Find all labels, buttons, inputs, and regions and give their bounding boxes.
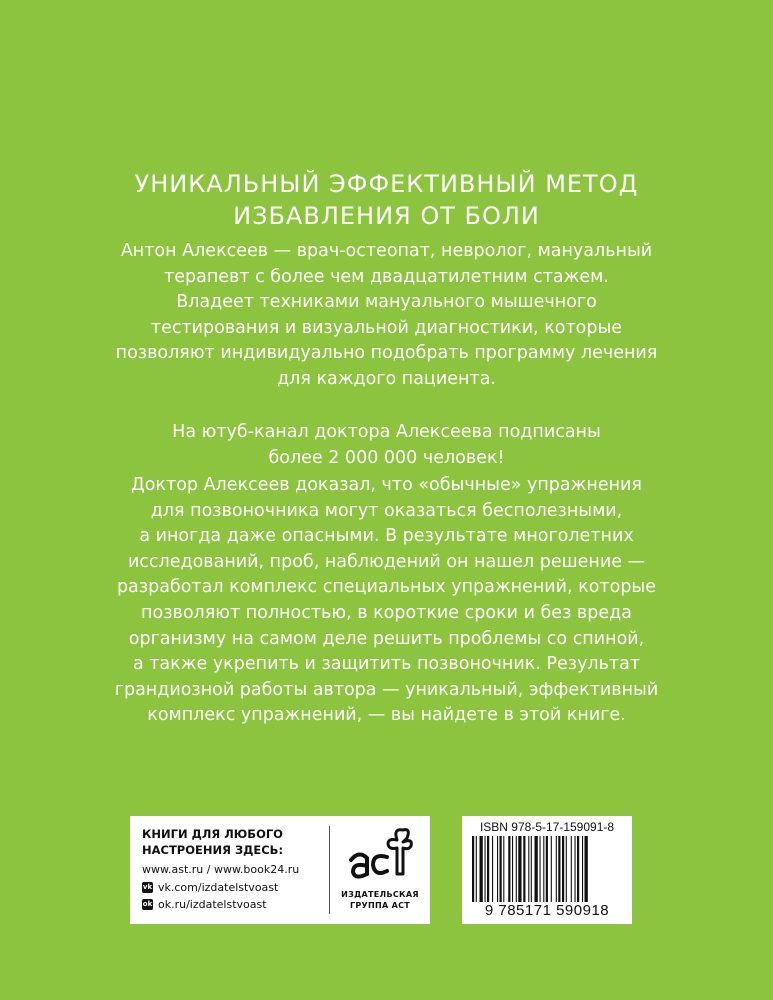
ast-logo-icon <box>347 826 413 888</box>
promo-box <box>130 816 430 924</box>
promo-title-line-1: КНИГИ ДЛЯ ЛЮБОГО <box>142 827 283 841</box>
text-line: позволяют полностью, в короткие сроки и без вреда <box>141 602 632 623</box>
text-line: для позвоночника могут оказаться бесполезными, <box>150 500 623 521</box>
text-line: комплекс упражнений, — вы найдете в этой книге. <box>147 705 626 726</box>
promo-title-line-2: НАСТРОЕНИЯ ЗДЕСЬ: <box>142 843 284 857</box>
text-line: более 2 000 000 человек! <box>268 447 505 468</box>
websites-link[interactable]: www.ast.ru / www.book24.ru <box>142 863 300 876</box>
description-paragraph <box>0 473 773 729</box>
text-line: На ютуб-канал доктора Алексеева подписаны <box>172 422 601 442</box>
vk-link[interactable]: vk vk.com/izdatelstvoast <box>142 880 279 894</box>
text-line: а иногда даже опасными. В результате многолетних <box>139 526 634 547</box>
about-author-paragraph <box>0 239 773 393</box>
barcode-bars <box>472 836 622 902</box>
text-line: грандиозной работы автора — уникальный, эффективный <box>114 679 659 700</box>
youtube-paragraph <box>0 420 773 471</box>
text-line: Доктор Алексеев доказал, что «обычные» упражнения <box>131 475 642 495</box>
text-line: а также укрепить и защитить позвоночник. Результат <box>132 654 641 675</box>
text-line: Антон Алексеев — врач-остеопат, невролог, мануальный <box>120 241 653 261</box>
promo-links-block <box>142 826 327 914</box>
text-line: тестирования и визуальной диагностики, которые <box>150 317 623 338</box>
text-line: для каждого пациента. <box>277 368 496 389</box>
isbn-number: ISBN 978-5-17-159091-8 <box>479 820 615 834</box>
text-line: исследований, проб, наблюдений он нашел решение — <box>127 551 646 572</box>
text-line: Владеет техниками мануального мышечного <box>176 292 597 313</box>
cover-heading <box>0 168 773 232</box>
publisher-name: ИЗДАТЕЛЬСКАЯ ГРУППА АСТ <box>341 890 419 910</box>
barcode-digits: 9 785171 590918 <box>484 902 610 919</box>
text-line: разработал комплекс специальных упражнений, которые <box>116 577 657 598</box>
isbn-barcode <box>462 816 632 924</box>
publisher-logo <box>330 816 430 924</box>
ok-link[interactable]: ok ok.ru/izdatelstvoast <box>142 898 267 911</box>
heading-line-2: ИЗБАВЛЕНИЯ ОТ БОЛИ <box>233 202 540 230</box>
vk-icon: vk <box>142 882 153 891</box>
text-line: позволяют индивидуально подобрать программу лечения <box>115 343 658 364</box>
text-line: терапевт с более чем двадцатилетним стажем. <box>164 266 609 287</box>
heading-line-1: УНИКАЛЬНЫЙ ЭФФЕКТИВНЫЙ МЕТОД <box>134 170 639 198</box>
odnoklassniki-icon: ok <box>142 900 153 909</box>
text-line: организму на самом деле решить проблемы со спиной, <box>128 628 645 649</box>
